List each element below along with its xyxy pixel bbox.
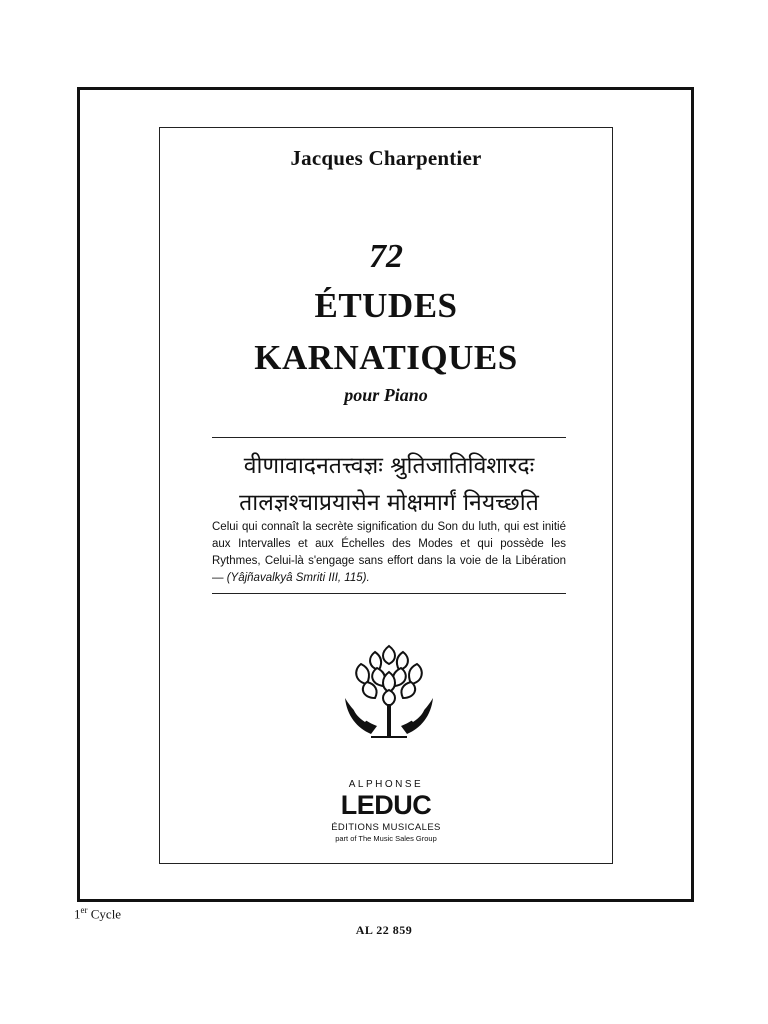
publisher-editions: ÉDITIONS MUSICALES — [331, 822, 441, 833]
title-line-1: ÉTUDES — [314, 286, 458, 325]
publisher-first-name: ALPHONSE — [348, 779, 424, 790]
translation-text: Celui qui connaît la secrète signification du Son du luth, qui est initié aux Intervalles et aux Échelles des Modes et qui possède les Rythmes, Celui-là s'engage sans effort dans la voie de la Libération — — [212, 521, 566, 584]
divider-top — [212, 437, 566, 438]
cycle-ordinal: er — [80, 905, 88, 915]
divider-bottom — [212, 593, 566, 594]
epigraph-translation — [212, 519, 566, 587]
cycle-number: 1 — [74, 906, 81, 922]
translation-source: (Yâjñavalkyâ Smriti III, 115). — [226, 572, 370, 584]
catalog-number: AL 22 859 — [355, 923, 413, 937]
cycle-label — [74, 905, 121, 922]
cycle-word: Cycle — [87, 906, 122, 922]
subtitle: pour Piano — [344, 385, 428, 405]
cover-panel — [159, 127, 613, 864]
sanskrit-verse-line-1: वीणावादनतत्त्वज्ञः श्रुतिजातिविशारदः — [243, 453, 535, 479]
publisher-group: part of The Music Sales Group — [335, 834, 437, 843]
lotus-emblem-icon — [341, 638, 437, 738]
title-line-2: KARNATIQUES — [254, 338, 518, 377]
composer-name: Jacques Charpentier — [290, 146, 482, 170]
sanskrit-verse-line-2: तालज्ञश्चाप्रयासेन मोक्षमार्गं नियच्छति — [239, 490, 539, 516]
publisher-name: LEDUC — [340, 790, 432, 820]
etude-count: 72 — [369, 238, 403, 275]
